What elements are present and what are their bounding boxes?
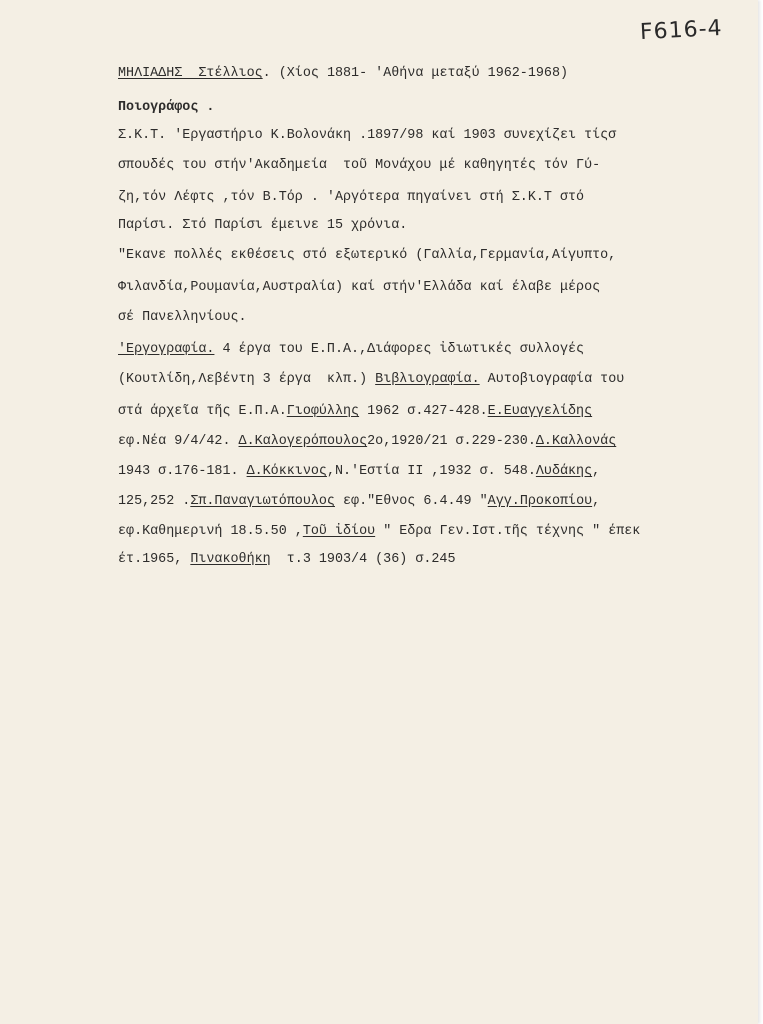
- underlined-reference: Αγγ.Προκοπίου: [487, 494, 593, 509]
- text-segment: σέ Πανελληνίους.: [118, 310, 247, 325]
- underlined-reference: Τοῦ ἰδίου: [302, 524, 376, 539]
- text-line: [118, 434, 616, 449]
- text-segment: 1943 σ.176-181.: [118, 464, 247, 479]
- underlined-reference: Δ.Καλογερόπουλος: [238, 434, 368, 449]
- underlined-reference: Δ.Κόκκινος: [246, 464, 327, 479]
- text-line: [118, 464, 600, 479]
- text-segment: Σ.Κ.Τ. 'Εργαστήριο Κ.Βολονάκη .1897/98 καί 1903 συνεχίζει τίςσ: [118, 128, 617, 143]
- text-line: [118, 100, 214, 115]
- text-segment: 1962 σ.427-428.: [359, 404, 488, 419]
- text-segment: ,: [592, 464, 601, 479]
- text-line: [118, 524, 640, 539]
- text-line: [118, 372, 624, 387]
- underlined-reference: ΜΗΛΙΑΔΗΣ Στέλλιος: [118, 66, 263, 81]
- underlined-reference: Πινακοθήκη: [190, 552, 271, 567]
- text-segment: εφ.Καθημερινή 18.5.50 ,: [118, 524, 303, 539]
- text-segment: στά άρχεῖα τῆς Ε.Π.Α.: [118, 404, 287, 419]
- underlined-reference: Γιοφύλλης: [286, 404, 360, 419]
- underlined-reference: 'Εργογραφία.: [118, 342, 215, 357]
- underlined-reference: Λυδάκης: [535, 464, 593, 479]
- text-segment: . (Χίος 1881- 'Αθήνα μεταξύ 1962-1968): [262, 66, 569, 81]
- text-segment: "Εκανε πολλές εκθέσεις στό εξωτερικό (Γαλλία,Γερμανία,Αίγυπτο,: [118, 248, 617, 263]
- text-line: [118, 158, 600, 173]
- text-segment: 125,252 .: [118, 494, 191, 509]
- text-line: [118, 248, 616, 263]
- text-segment: ζη,τόν Λέφτς ,τόν Β.Τόρ . 'Αργότερα πηγαίνει στή Σ.Κ.Τ στό: [118, 190, 585, 205]
- underlined-reference: Σπ.Παναγιωτόπουλος: [190, 494, 335, 509]
- text-segment: εφ."Εθνος 6.4.49 ": [334, 494, 488, 509]
- text-line: [118, 66, 568, 81]
- text-segment: εφ.Νέα 9/4/42.: [118, 434, 239, 449]
- text-segment: τ.3 1903/4 (36) σ.245: [270, 552, 456, 567]
- text-segment: ,: [592, 494, 601, 509]
- text-segment: έτ.1965,: [118, 552, 191, 567]
- underlined-reference: Δ.Καλλονάς: [535, 434, 617, 449]
- text-line: [118, 404, 592, 419]
- text-segment: (Κουτλίδη,Λεβέντη 3 έργα κλπ.): [118, 372, 376, 387]
- text-line: [118, 342, 584, 357]
- text-segment: Αυτοβιογραφία του: [479, 372, 625, 387]
- text-segment: Παρίσι. Στό Παρίσι έμεινε 15 χρόνια.: [118, 218, 408, 233]
- text-line: [118, 280, 600, 295]
- text-segment: σπουδές του στήν'Ακαδημεία τοῦ Μονάχου μέ καθηγητές τόν Γύ-: [118, 158, 601, 173]
- text-segment: Ποιογράφος .: [118, 100, 215, 115]
- text-line: [118, 310, 247, 325]
- text-segment: ,Ν.'Εστία ΙΙ ,1932 σ. 548.: [326, 464, 536, 479]
- underlined-reference: Βιβλιογραφία.: [375, 372, 480, 387]
- underlined-reference: Ε.Ευαγγελίδης: [487, 404, 593, 419]
- text-segment: 4 έργα του Ε.Π.Α.,Διάφορες ἰδιωτικές συλλογές: [214, 342, 585, 357]
- text-line: [118, 552, 456, 567]
- handwritten-reference-number: F616-4: [639, 15, 724, 46]
- text-line: [118, 128, 616, 143]
- text-line: [118, 190, 584, 205]
- text-segment: 2ο,1920/21 σ.229-230.: [367, 434, 536, 449]
- text-segment: Φιλανδία,Ρουμανία,Αυστραλία) καί στήν'Ελλάδα καί έλαβε μέρος: [118, 280, 601, 295]
- text-line: [118, 218, 407, 233]
- text-line: [118, 494, 600, 509]
- text-segment: " Εδρα Γεν.Ιστ.τῆς τέχνης " έπεκ: [375, 524, 641, 539]
